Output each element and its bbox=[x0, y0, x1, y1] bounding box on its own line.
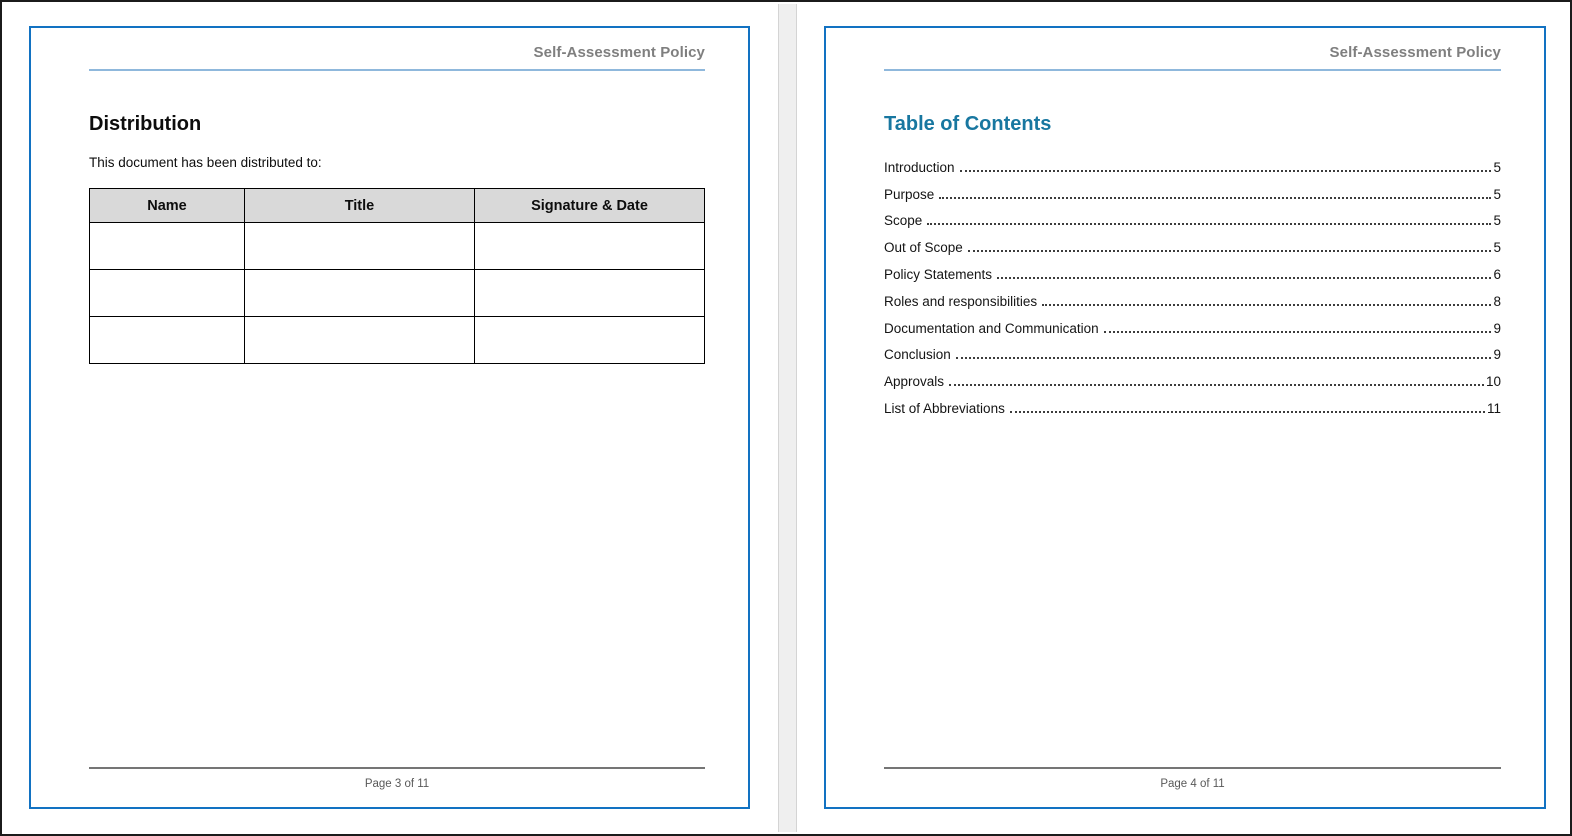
toc-entry-label: Introduction bbox=[884, 159, 955, 175]
table-row bbox=[90, 223, 705, 270]
toc-entry-documentation-and-communication[interactable] bbox=[884, 310, 1501, 337]
toc-dot-leader bbox=[939, 197, 1491, 199]
toc-entry-label: Out of Scope bbox=[884, 240, 963, 256]
distribution-table bbox=[89, 188, 705, 364]
toc-dot-leader bbox=[1042, 304, 1491, 306]
toc-entry-label: Roles and responsibilities bbox=[884, 293, 1038, 309]
cell-signature-3[interactable] bbox=[474, 317, 704, 364]
toc-dot-leader bbox=[960, 170, 1492, 172]
cell-signature-2[interactable] bbox=[474, 270, 704, 317]
toc-entry-conclusion[interactable] bbox=[884, 337, 1501, 364]
page-4-footer bbox=[884, 767, 1501, 792]
column-header-name: Name bbox=[90, 189, 245, 223]
page-3-footer bbox=[89, 767, 705, 792]
cell-title-2[interactable] bbox=[244, 270, 474, 317]
toc-entry-label: Purpose bbox=[884, 186, 935, 202]
toc-dot-leader bbox=[1010, 411, 1485, 413]
cell-title-1[interactable] bbox=[244, 223, 474, 270]
toc-entry-out-of-scope[interactable] bbox=[884, 229, 1501, 256]
toc-entry-policy-statements[interactable] bbox=[884, 256, 1501, 283]
table-row bbox=[90, 270, 705, 317]
toc-dot-leader bbox=[997, 277, 1491, 279]
toc-entry-label: Documentation and Communication bbox=[884, 320, 1099, 336]
toc-dot-leader bbox=[949, 384, 1484, 386]
toc-entry-page-number: 5 bbox=[1493, 159, 1501, 175]
toc-dot-leader bbox=[956, 357, 1492, 359]
toc-entry-label: List of Abbreviations bbox=[884, 400, 1005, 416]
column-header-title: Title bbox=[244, 189, 474, 223]
toc-entry-introduction[interactable] bbox=[884, 149, 1501, 176]
cell-name-3[interactable] bbox=[90, 317, 245, 364]
toc-entry-page-number: 9 bbox=[1493, 347, 1501, 363]
cell-title-3[interactable] bbox=[244, 317, 474, 364]
toc-entry-list-of-abbreviations[interactable] bbox=[884, 390, 1501, 417]
table-row bbox=[90, 317, 705, 364]
toc-entry-roles-and-responsibilities[interactable] bbox=[884, 283, 1501, 310]
page-3 bbox=[29, 26, 750, 809]
toc-dot-leader bbox=[968, 250, 1492, 252]
distribution-intro-text: This document has been distributed to: bbox=[89, 155, 322, 170]
distribution-heading: Distribution bbox=[89, 113, 202, 135]
toc-entry-label: Conclusion bbox=[884, 347, 951, 363]
cell-name-2[interactable] bbox=[90, 270, 245, 317]
toc-entry-page-number: 5 bbox=[1493, 213, 1501, 229]
page-4-header bbox=[884, 28, 1501, 71]
page-4 bbox=[824, 26, 1546, 809]
page-4-footer-text: Page 4 of 11 bbox=[1160, 778, 1225, 790]
toc-entry-label: Scope bbox=[884, 213, 923, 229]
cell-name-1[interactable] bbox=[90, 223, 245, 270]
toc-entry-page-number: 10 bbox=[1485, 374, 1501, 390]
toc-entry-approvals[interactable] bbox=[884, 363, 1501, 390]
page-4-header-title: Self-Assessment Policy bbox=[1329, 44, 1501, 61]
toc-entry-page-number: 11 bbox=[1486, 400, 1501, 416]
toc-dot-leader bbox=[1104, 331, 1492, 333]
page-3-header bbox=[89, 28, 705, 71]
toc-entry-purpose[interactable] bbox=[884, 176, 1501, 203]
toc-entry-label: Policy Statements bbox=[884, 266, 993, 282]
toc-dot-leader bbox=[927, 223, 1491, 225]
distribution-table-header-row bbox=[90, 189, 705, 223]
toc-entry-page-number: 9 bbox=[1493, 320, 1501, 336]
toc-entry-page-number: 6 bbox=[1493, 266, 1501, 282]
page-3-header-title: Self-Assessment Policy bbox=[533, 44, 705, 61]
toc-entry-page-number: 5 bbox=[1493, 186, 1501, 202]
toc-entry-scope[interactable] bbox=[884, 203, 1501, 230]
table-of-contents-heading: Table of Contents bbox=[884, 113, 1052, 135]
page-3-footer-text: Page 3 of 11 bbox=[364, 778, 430, 790]
toc-entry-label: Approvals bbox=[884, 374, 945, 390]
toc-entry-page-number: 8 bbox=[1493, 293, 1501, 309]
toc-list bbox=[884, 149, 1501, 417]
column-header-signature: Signature & Date bbox=[474, 189, 704, 223]
toc-entry-page-number: 5 bbox=[1493, 240, 1501, 256]
cell-signature-1[interactable] bbox=[474, 223, 704, 270]
page-3-content bbox=[31, 28, 748, 807]
page-4-content bbox=[826, 28, 1544, 807]
page-gap-divider bbox=[778, 4, 797, 832]
